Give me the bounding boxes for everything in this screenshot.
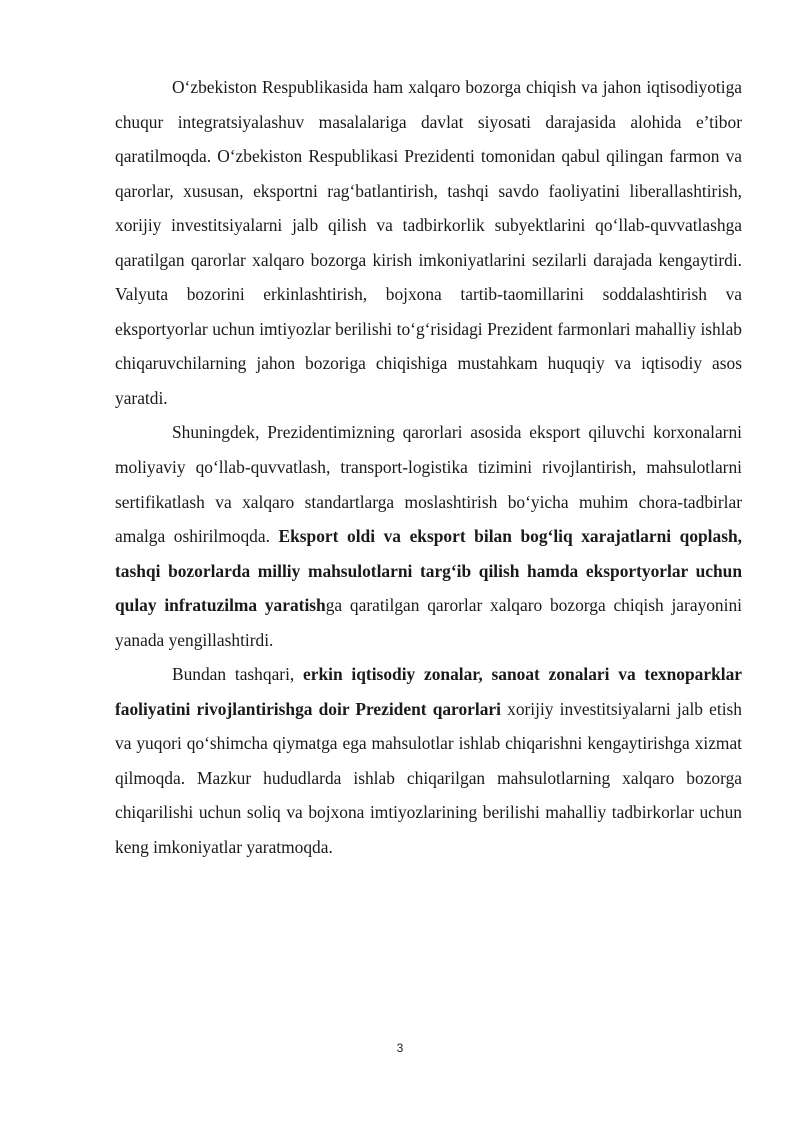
paragraph-text: Bundan tashqari, [172, 664, 304, 685]
page-number: 3 [396, 1041, 404, 1055]
paragraph-text: xorijiy investitsiyalarni jalb etish va yuqori qo‘shimcha qiymatga ega mahsulotlar ishlab chiqarishni kengaytirishga xizmat qilmoqda. Mazkur hududlarda ishlab chiqarilgan mahsulotlarning xalqaro bozorga chiqarilishi uchun soliq va bojxona imtiyozlarining berilishi mahalliy tadbirkorlar uchun keng imkoniyatlar yaratmoqda. [115, 698, 742, 858]
paragraph-text: O‘zbekiston Respublikasida ham xalqaro bozorga chiqish va jahon iqtisodiyotiga chuqur integratsiyalashuv masalalariga davlat siyosati darajasida alohida e’tibor qaratilmoqda. O‘zbekiston Respublikasi Prezidenti tomonidan qabul qilingan farmon va qarorlar, xususan, eksportni rag‘batlantirish, tashqi savdo faoliyatini liberallashtirish, xorijiy investitsiyalarni jalb qilish va tadbirkorlik subyektlarini qo‘llab-quvvatlashga qaratilgan qarorlar xalqaro bozorga kirish imkoniyatlarini sezilarli darajada kengaytirdi. Valyuta bozorini erkinlashtirish, bojxona tartib-taomillarini soddalashtirish va eksportyorlar uchun imtiyozlar berilishi to‘g‘risidagi Prezident farmonlari mahalliy ishlab chiqaruvchilarning jahon bozoriga chiqishiga mustahkam huquqiy va iqtisodiy asos yaratdi. [115, 77, 742, 408]
paragraph-bold-text: Eksport oldi va eksport bilan bog‘liq xarajatlarni qoplash, tashqi bozorlarda milliy mahsulotlarni targ‘ib qilish hamda eksportyorlar uchun qulay infratuzilma yaratish [115, 526, 742, 616]
paragraph-text: Shuningdek, Prezidentimizning qarorlari asosida eksport qiluvchi korxonalarni moliyaviy qo‘llab-quvvatlash, transport-logistika tizimini rivojlantirish, mahsulotlarni sertifikatlash va xalqaro standartlarga moslashtirish bo‘yicha muhim chora-tadbirlar amalga oshirilmoqda. [115, 422, 742, 547]
paragraph-bold-text: erkin iqtisodiy zonalar, sanoat zonalari va texnoparklar faoliyatini rivojlantirishga doir Prezident qarorlari [115, 664, 742, 719]
paragraph-1 [115, 70, 742, 415]
paragraph-3 [115, 657, 742, 864]
paragraph-2 [115, 415, 742, 657]
paragraph-text: ga qaratilgan qarorlar xalqaro bozorga chiqish jarayonini yanada yengillashtirdi. [115, 595, 742, 650]
document-body [115, 70, 742, 865]
